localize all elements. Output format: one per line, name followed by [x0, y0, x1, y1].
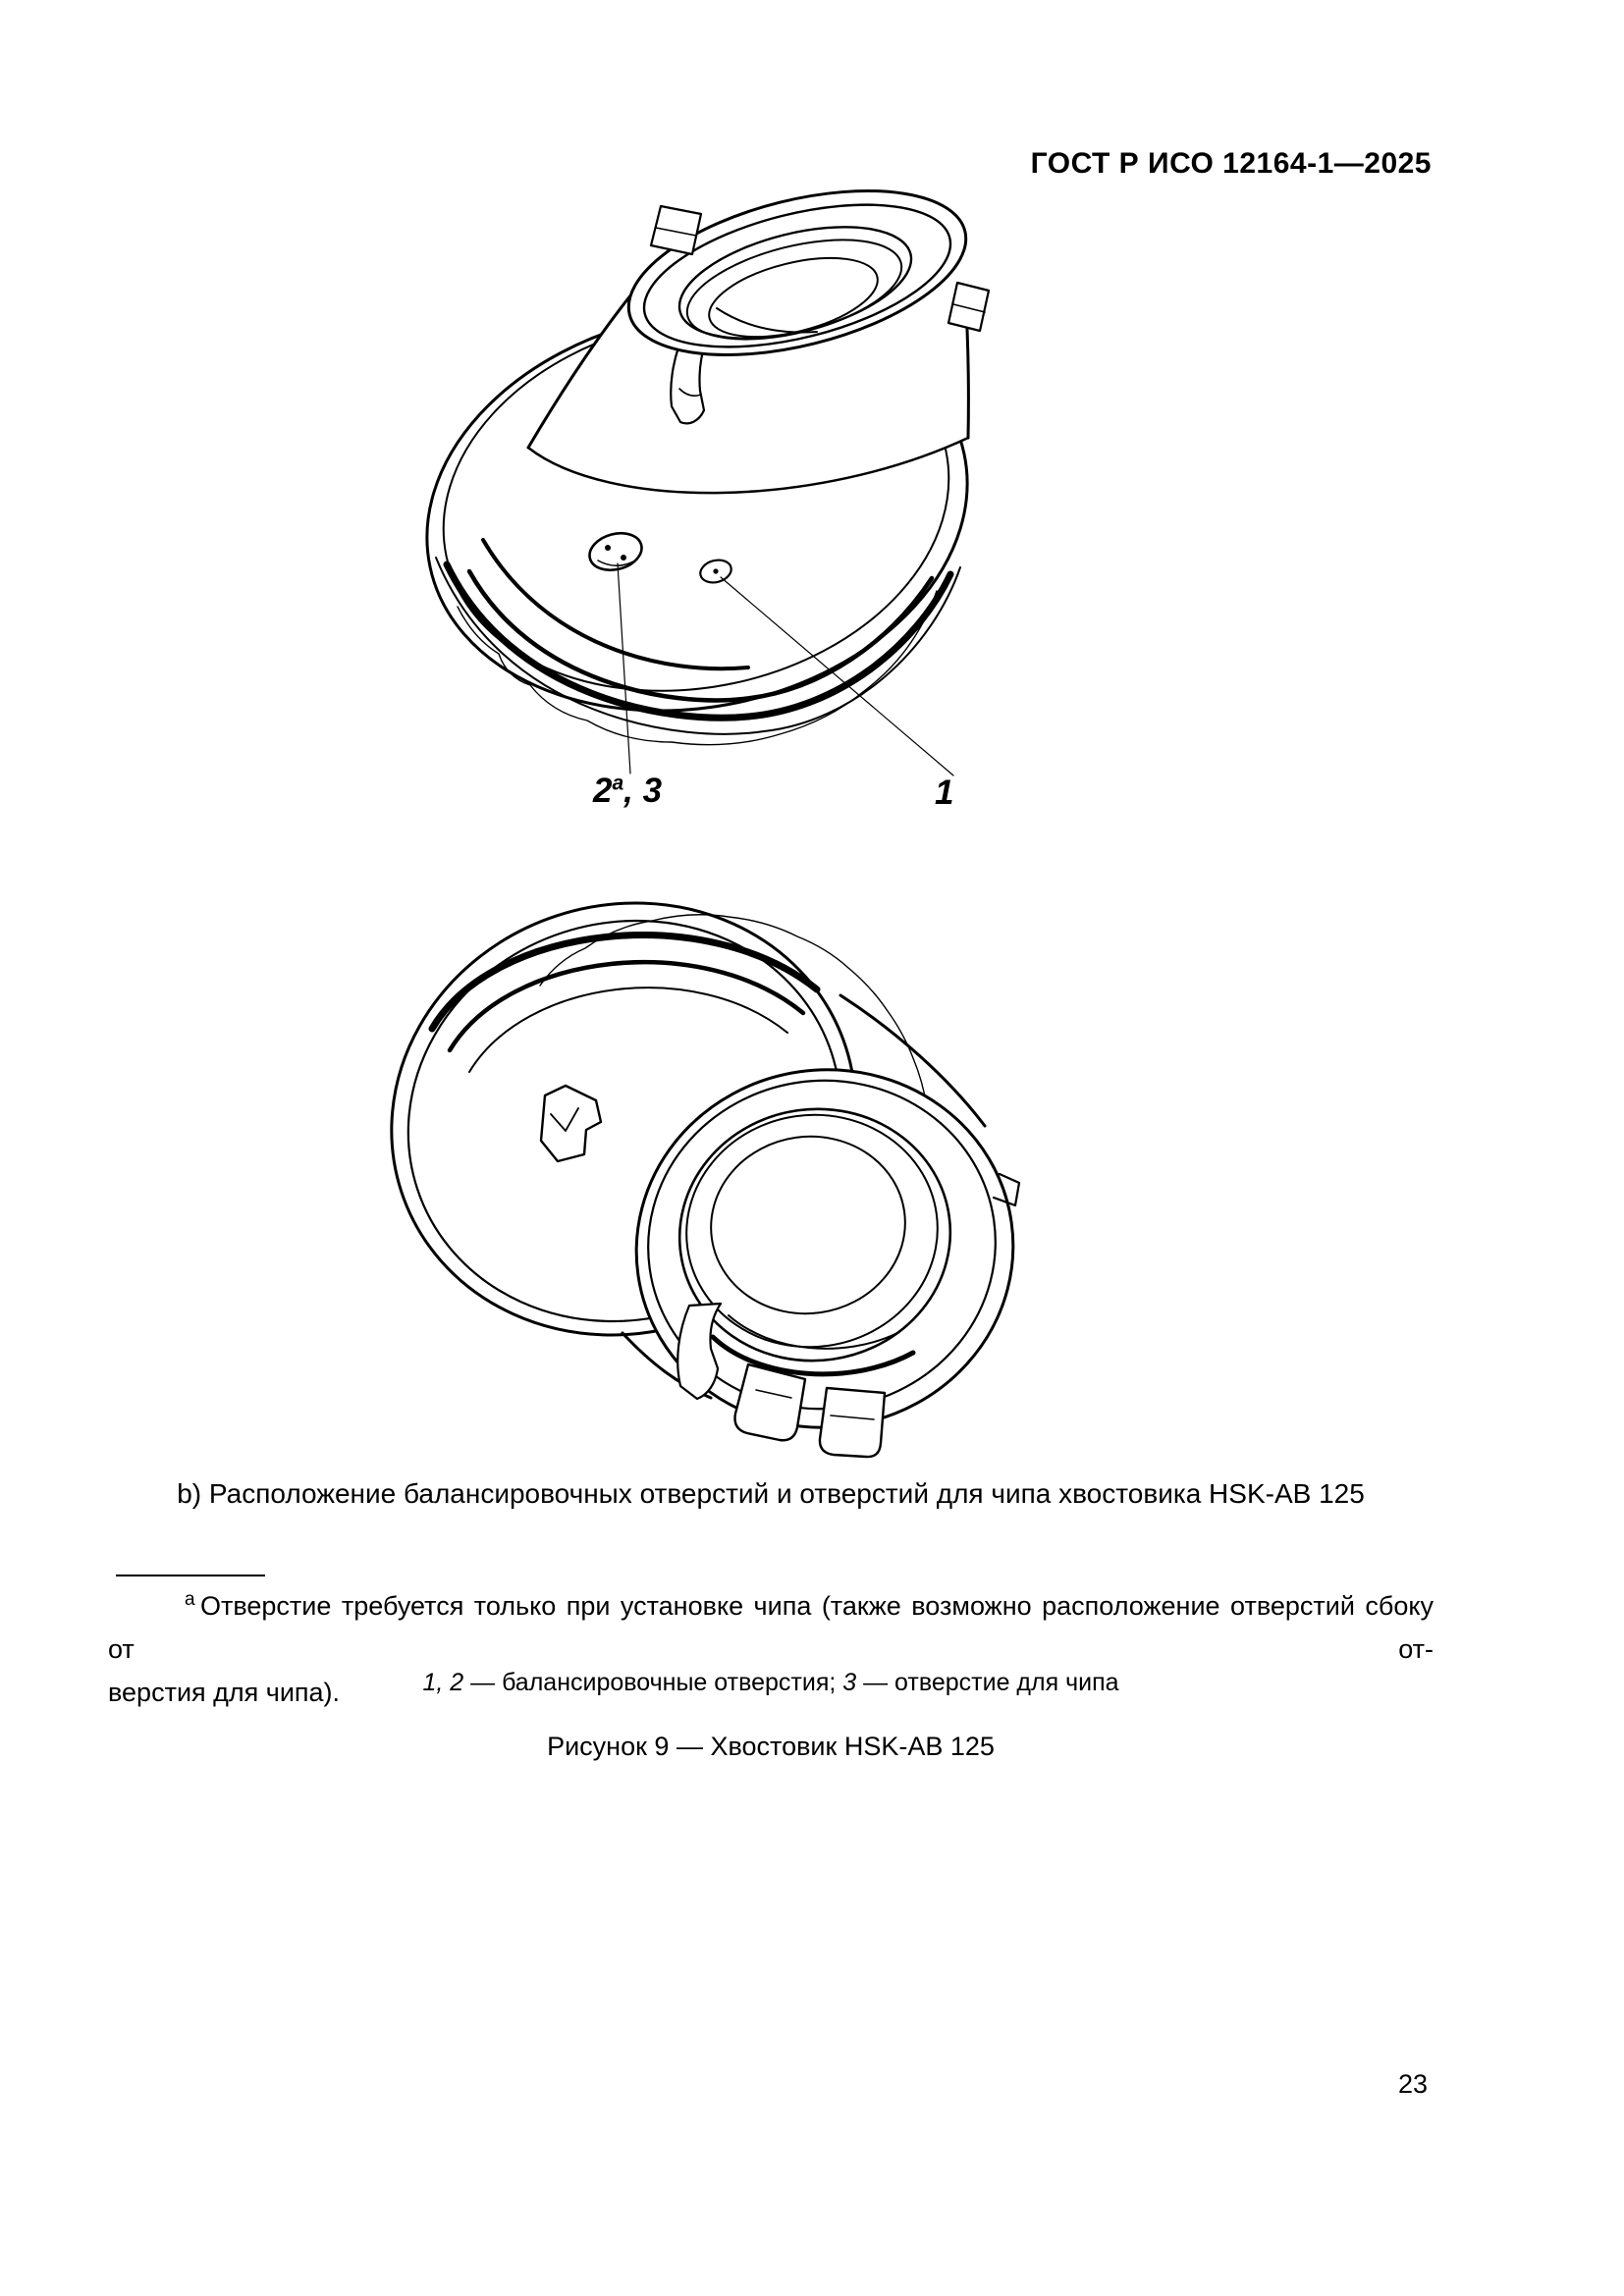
balancing-hole [698, 557, 734, 586]
footnote-marker: a [185, 1589, 195, 1610]
hsk-shank-bottom-view-drawing [383, 883, 1026, 1463]
balancing-chip-hole [585, 528, 645, 576]
page-header: ГОСТ Р ИСО 12164-1—2025 [1030, 147, 1432, 180]
footnote-line-1: $^a$ Отверстие требуется только при установке чипа (также возможно расположение отверстий сбоку от от- [108, 1589, 1434, 1664]
footnote-rule [116, 1575, 265, 1576]
footnote-line-2: верстия для чипа). [108, 1678, 341, 1707]
leader-line-1 [721, 577, 953, 775]
figure-caption: Рисунок 9 — Хвостовик HSK-AB 125 [547, 1732, 995, 1761]
figure-legend: 1, 2 — балансировочные отверстия; 3 — отверстие для чипа [422, 1669, 1119, 1696]
hsk-shank-top-view-drawing [422, 187, 1031, 834]
callout-1-label: 1 [935, 774, 954, 812]
leader-line-2-3 [618, 563, 630, 774]
figure-subcaption: b) Расположение балансировочных отверстий и отверстий для чипа хвостовика HSK-AB 125 [177, 1478, 1365, 1509]
page-number: 23 [1398, 2069, 1429, 2099]
callout-2a-3-label: 2$^a$, 3 [593, 772, 663, 810]
